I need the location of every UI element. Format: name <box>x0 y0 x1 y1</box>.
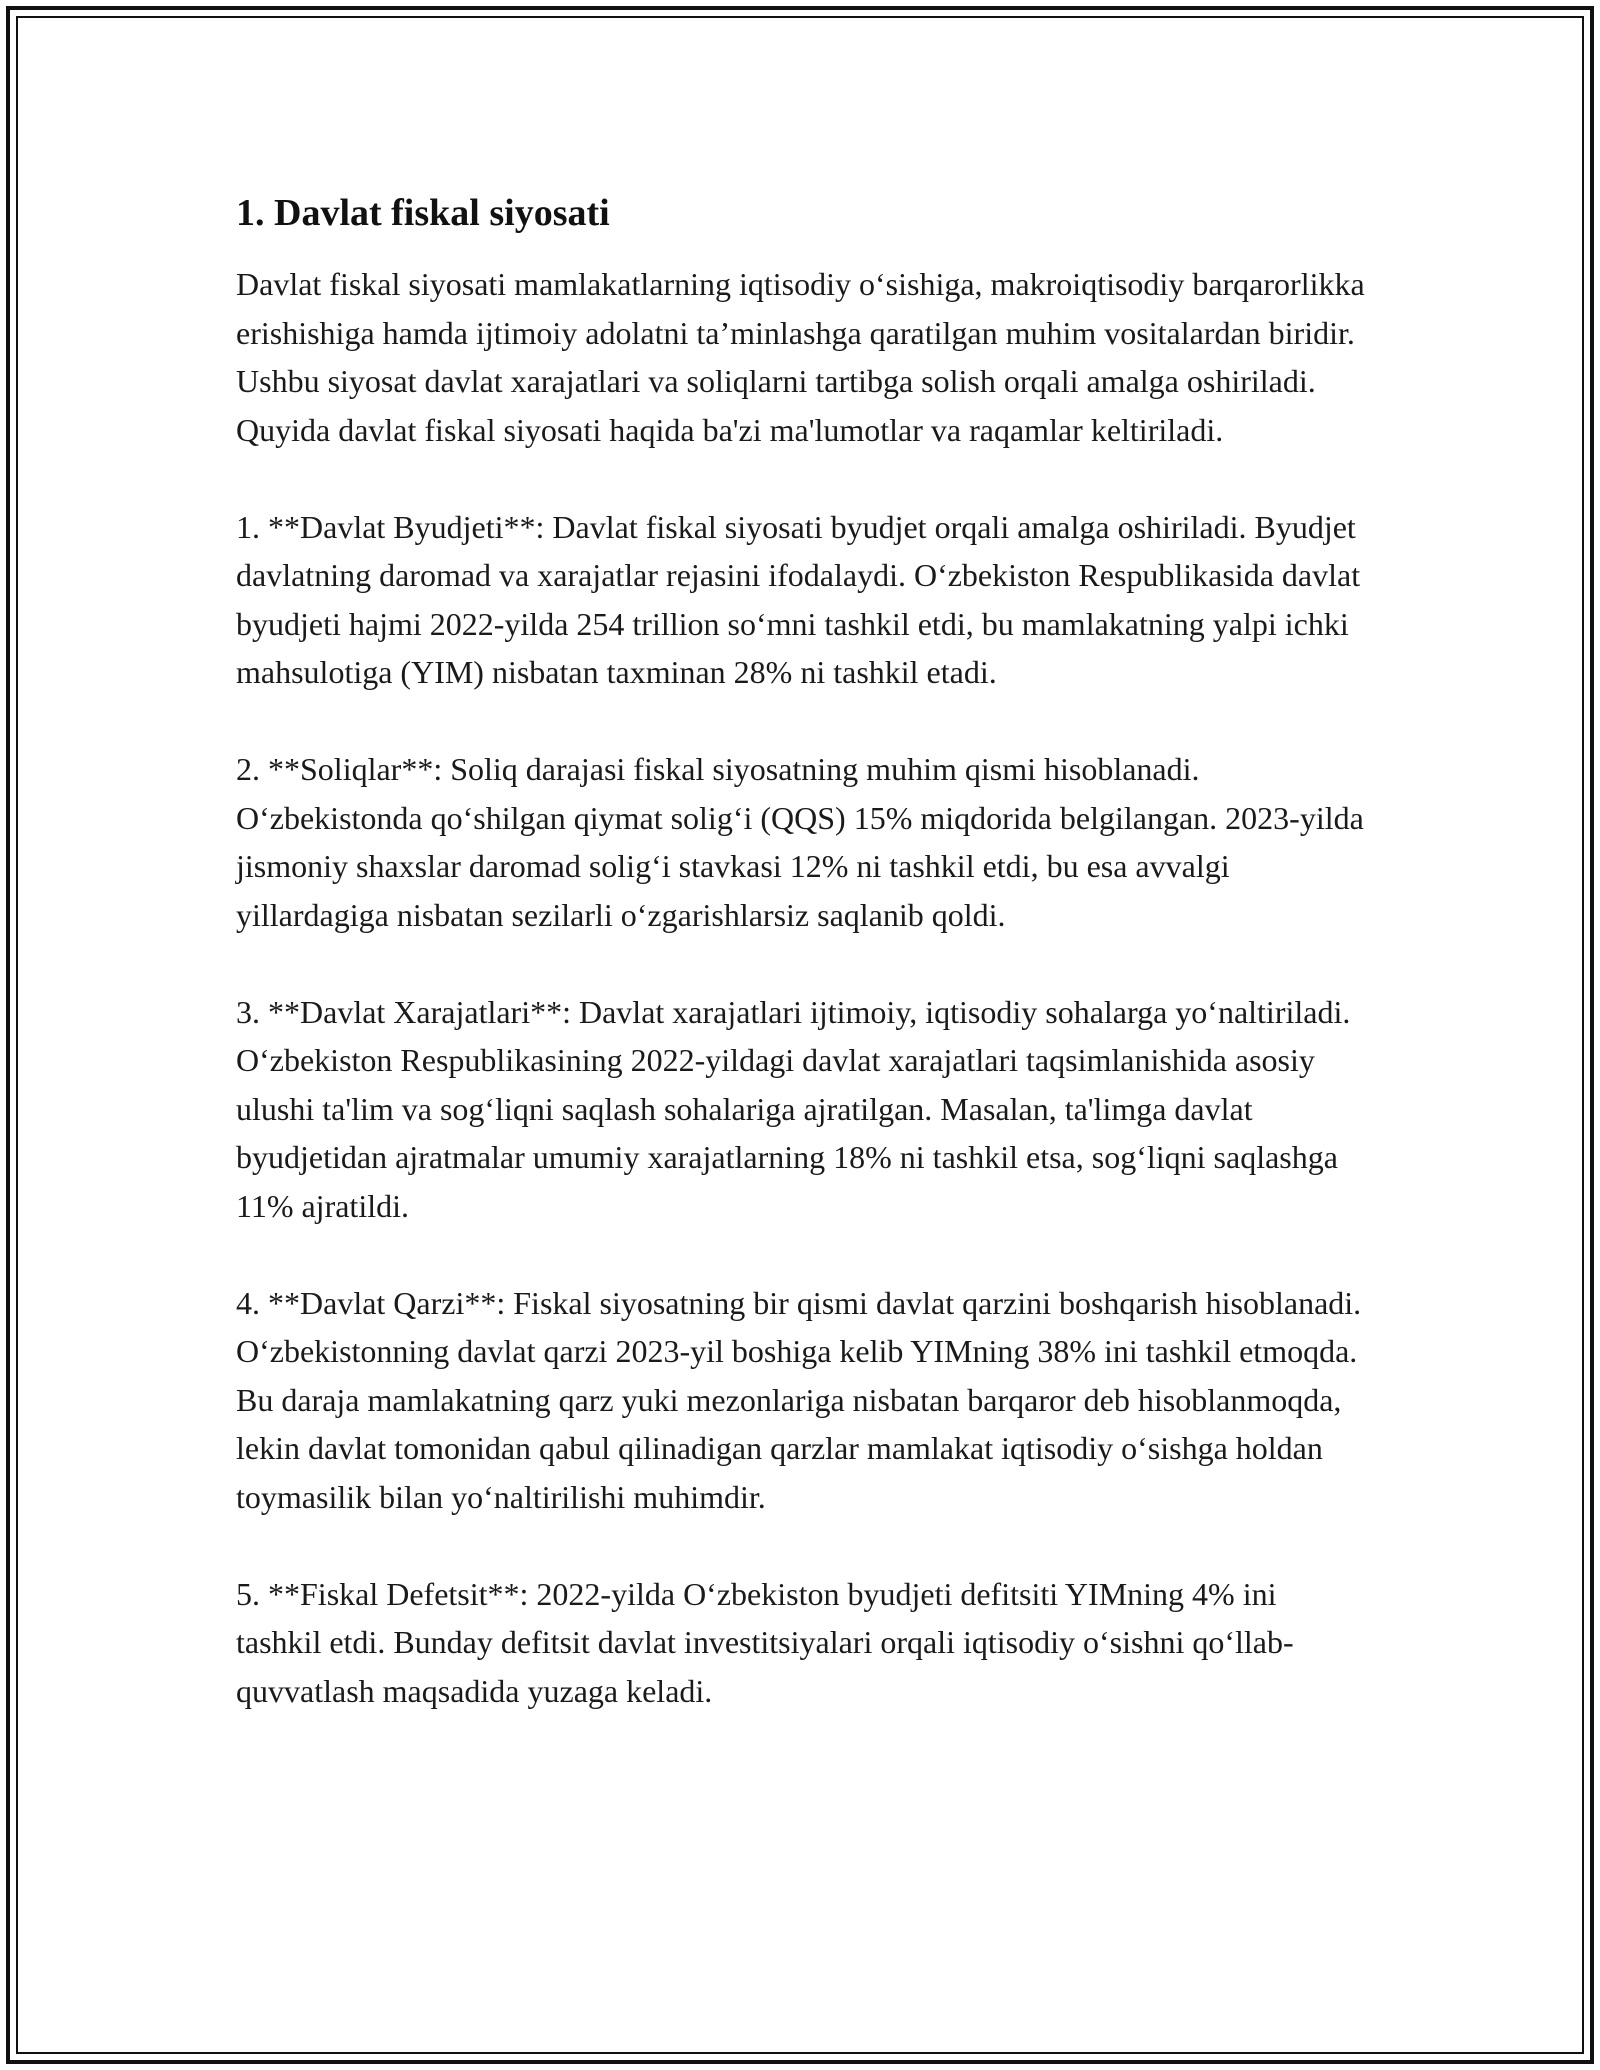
intro-paragraph: Davlat fiskal siyosati mamlakatlarning iqtisodiy o‘sishiga, makroiqtisodiy barqarorlikka erishishiga hamda ijtimoiy adolatni ta’minlashga qaratilgan muhim vositalardan biridir. Ushbu siyosat davlat xarajatlari va soliqlarni tartibga solish orqali amalga oshiriladi. Quyida davlat fiskal siyosati haqida ba'zi ma'lumotlar va raqamlar keltiriladi. <box>236 266 1365 448</box>
item-fiskal-defetsit: 5. **Fiskal Defetsit**: 2022-yilda O‘zbekiston byudjeti defitsiti YIMning 4% ini tashkil etdi. Bunday defitsit davlat investitsiyalari orqali iqtisodiy o‘sishni qo‘llab-quvvatlash maqsadida yuzaga keladi. <box>236 1575 1294 1709</box>
item-davlat-byudjeti: 1. **Davlat Byudjeti**: Davlat fiskal siyosati byudjet orqali amalga oshiriladi. Byudjet davlatning daromad va xarajatlar rejasini ifodalaydi. O‘zbekiston Respublikasida davlat byudjeti hajmi 2022-yilda 254 trillion so‘mni tashkil etdi, bu mamlakatning yalpi ichki mahsulotiga (YIM) nisbatan taxminan 28% ni tashkil etadi. <box>236 508 1361 690</box>
document-body <box>236 190 1366 1764</box>
item-davlat-xarajatlari: 3. **Davlat Xarajatlari**: Davlat xarajatlari ijtimoiy, iqtisodiy sohalarga yo‘naltiriladi. O‘zbekiston Respublikasining 2022-yildagi davlat xarajatlari taqsimlanishida asosiy ulushi ta'lim va sog‘liqni saqlash sohalariga ajratilgan. Masalan, ta'limga davlat byudjetidan ajratmalar umumiy xarajatlarning 18% ni tashkil etsa, sog‘liqni saqlashga 11% ajratildi. <box>236 993 1351 1224</box>
item-davlat-qarzi: 4. **Davlat Qarzi**: Fiskal siyosatning bir qismi davlat qarzini boshqarish hisoblanadi. O‘zbekistonning davlat qarzi 2023-yil boshiga kelib YIMning 38% ini tashkil etmoqda. Bu daraja mamlakatning qarz yuki mezonlariga nisbatan barqaror deb hisoblanmoqda, lekin davlat tomonidan qabul qilinadigan qarzlar mamlakat iqtisodiy o‘sishga holdan toymasilik bilan yo‘naltirilishi muhimdir. <box>236 1284 1362 1515</box>
item-soliqlar: 2. **Soliqlar**: Soliq darajasi fiskal siyosatning muhim qismi hisoblanadi. O‘zbekistonda qo‘shilgan qiymat solig‘i (QQS) 15% miqdorida belgilangan. 2023-yilda jismoniy shaxslar daromad solig‘i stavkasi 12% ni tashkil etdi, bu esa avvalgi yillardagiga nisbatan sezilarli o‘zgarishlarsiz saqlanib qoldi. <box>236 751 1364 933</box>
section-heading: 1. Davlat fiskal siyosati <box>236 192 610 234</box>
